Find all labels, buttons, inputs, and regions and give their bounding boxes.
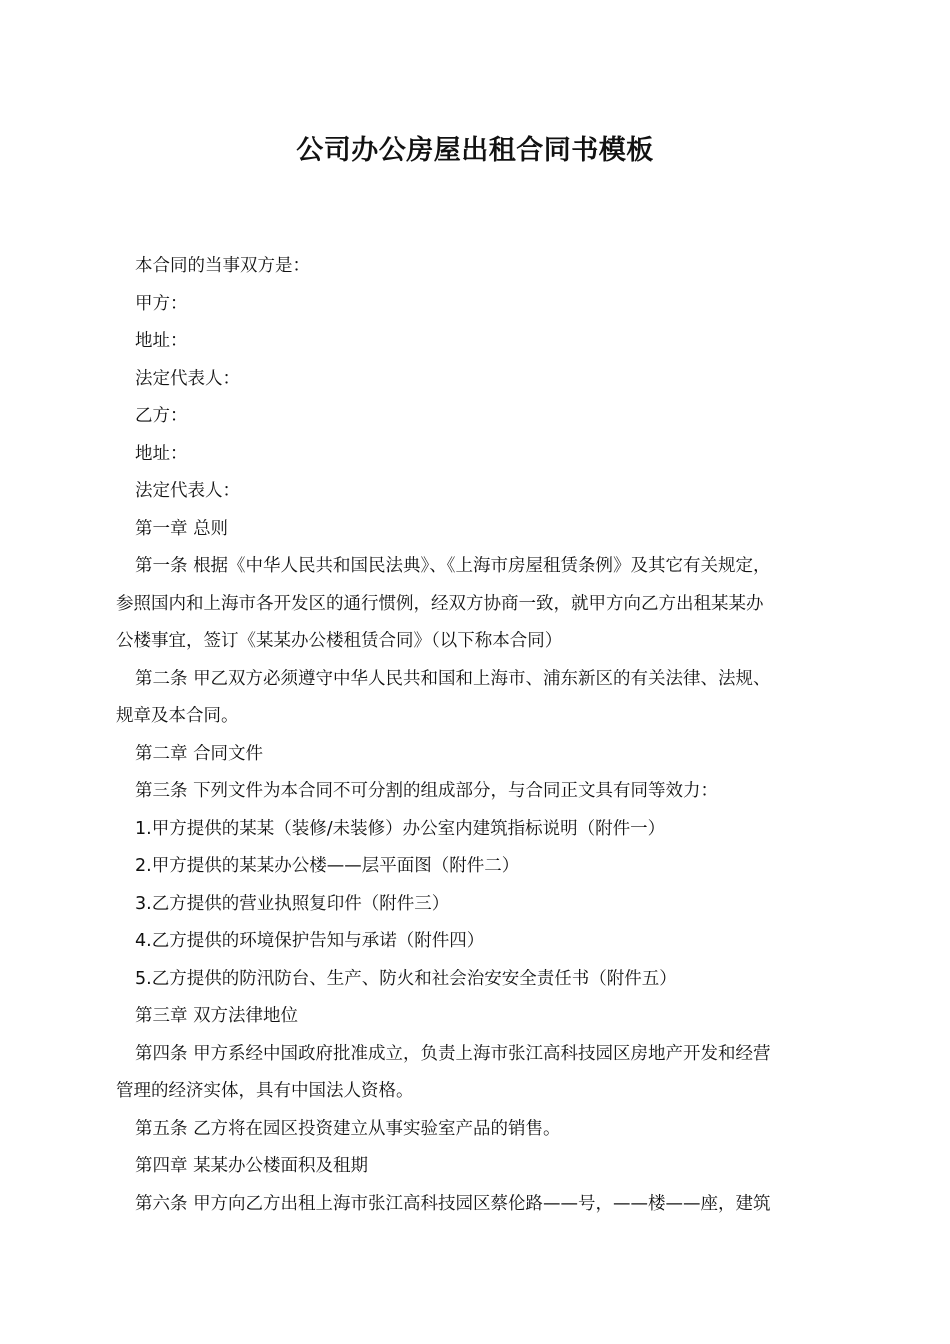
article-4-line-2: 管理的经济实体，具有中国法人资格。 (116, 1081, 414, 1101)
parties-intro: 本合同的当事双方是： (135, 256, 310, 276)
list-item-2: 2.甲方提供的某某办公楼——层平面图（附件二） (135, 856, 520, 876)
chapter-3-heading: 第三章 双方法律地位 (135, 1006, 299, 1026)
party-b-address-label: 地址： (135, 443, 188, 464)
page-title: 公司办公房屋出租合同书模板 (296, 135, 654, 166)
article-6-line-1: 第六条 甲方向乙方出租上海市张江高科技园区蔡伦路——号，——楼——座，建筑 (135, 1193, 771, 1214)
chapter-4-heading: 第四章 某某办公楼面积及租期 (135, 1156, 369, 1176)
party-a-address-label: 地址： (135, 331, 188, 351)
article-1-line-2: 参照国内和上海市各开发区的通行惯例，经双方协商一致，就甲方向乙方出租某某办 (116, 593, 764, 614)
party-b-label: 乙方： (135, 406, 188, 426)
article-4-line-1: 第四条 甲方系经中国政府批准成立，负责上海市张江高科技园区房地产开发和经营 (135, 1043, 771, 1064)
article-3-line-1: 第三条 下列文件为本合同不可分割的组成部分，与合同正文具有同等效力： (135, 781, 719, 801)
article-2-line-1: 第二条 甲乙双方必须遵守中华人民共和国和上海市、浦东新区的有关法律、法规、 (135, 668, 771, 689)
list-item-3: 3.乙方提供的营业执照复印件（附件三） (135, 893, 450, 914)
chapter-2-heading: 第二章 合同文件 (135, 743, 264, 764)
list-item-1: 1.甲方提供的某某（装修/未装修）办公室内建筑指标说明（附件一） (135, 818, 666, 839)
list-item-5: 5.乙方提供的防汛防台、生产、防火和社会治安安全责任书（附件五） (135, 968, 677, 989)
article-1-line-1: 第一条 根据《中华人民共和国民法典》、《上海市房屋租赁条例》及其它有关规定， (135, 556, 771, 576)
chapter-1-heading: 第一章 总则 (135, 518, 229, 539)
party-a-representative-label: 法定代表人： (135, 368, 240, 389)
party-a-label: 甲方： (135, 293, 188, 314)
article-2-line-2: 规章及本合同。 (116, 706, 239, 726)
article-1-line-3: 公楼事宜，签订《某某办公楼租赁合同》（以下称本合同） (116, 631, 563, 651)
article-5-line-1: 第五条 乙方将在园区投资建立从事实验室产品的销售。 (135, 1118, 561, 1139)
party-b-representative-label: 法定代表人： (135, 481, 240, 501)
list-item-4: 4.乙方提供的环境保护告知与承诺（附件四） (135, 931, 485, 951)
document-body (116, 248, 836, 1223)
